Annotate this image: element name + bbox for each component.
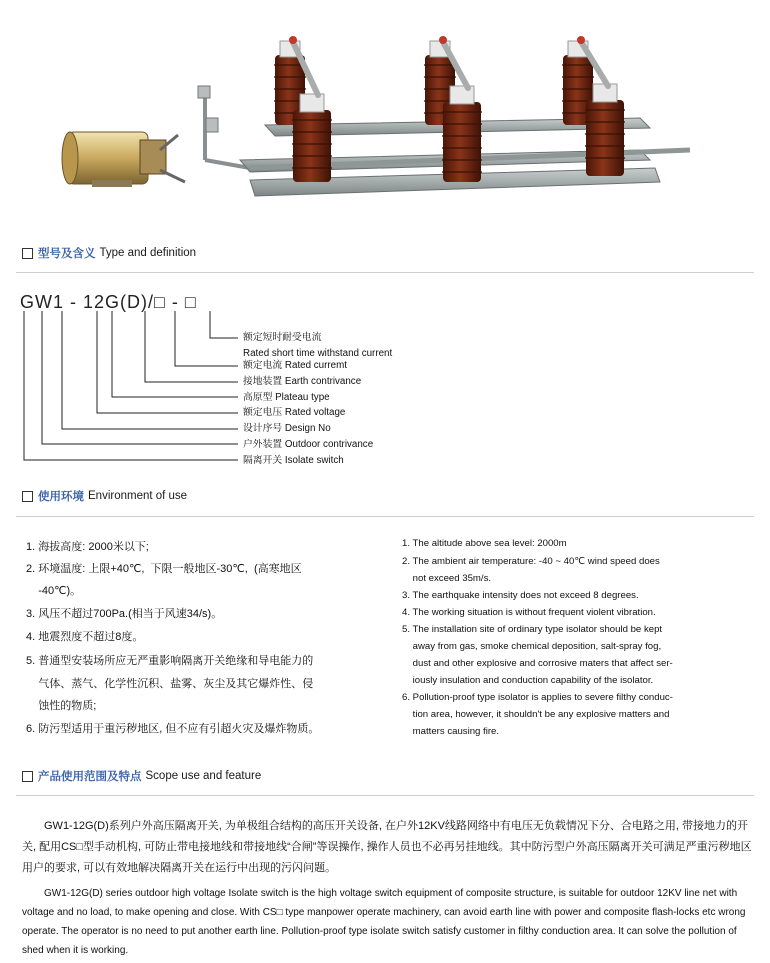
definition-isolate-switch xyxy=(243,456,344,466)
checkbox-square-icon xyxy=(22,248,33,259)
definition-short-time-current-en: Rated short time withstand current xyxy=(243,348,393,359)
env-en-line: not exceed 35m/s. xyxy=(402,573,492,584)
env-zh-line: -40℃)。 xyxy=(26,585,82,597)
env-en-line: matters causing fire. xyxy=(402,726,500,737)
section-type-definition-heading xyxy=(22,245,196,261)
env-en-line: 5. The installation site of ordinary type isolator should be kept xyxy=(402,624,663,635)
model-code-leader-lines xyxy=(0,305,250,470)
operating-mechanism xyxy=(62,132,185,187)
def-en: Rated curremt xyxy=(284,360,347,371)
definition-outdoor-contrivance xyxy=(243,440,373,450)
section-title-en: Type and definition xyxy=(99,247,197,259)
def-zh: 额定电流 xyxy=(243,360,283,371)
def-zh: 设计序号 xyxy=(243,423,283,434)
section-title-zh: 使用环境 xyxy=(38,491,84,503)
env-zh-line: 5. 普通型安装场所应无严重影响隔离开关绝缘和导电能力的 xyxy=(26,655,314,667)
env-zh-line: 1. 海拔高度: 2000米以下; xyxy=(26,541,149,553)
definition-rated-voltage xyxy=(243,408,345,418)
env-en-line: 3. The earthquake intensity does not exceed 8 degrees. xyxy=(402,590,639,601)
model-code: GW1 - 12G(D)/□ - □ xyxy=(20,292,197,312)
checkbox-square-icon xyxy=(22,771,33,782)
def-zh: 隔离开关 xyxy=(243,455,283,466)
def-en: Outdoor contrivance xyxy=(284,439,374,450)
def-en: Earth contrivance xyxy=(284,376,362,387)
def-zh: 高原型 xyxy=(243,392,273,403)
definition-earth-contrivance xyxy=(243,377,361,387)
divider xyxy=(16,795,754,796)
section-title-en: Environment of use xyxy=(88,490,188,502)
definition-rated-current xyxy=(243,361,347,371)
env-en-line: 2. The ambient air temperature: -40 ~ 40℃ wind speed does xyxy=(402,556,660,567)
def-en: Design No xyxy=(284,423,331,434)
env-zh-line: 4. 地震烈度不超过8度。 xyxy=(26,631,144,643)
def-zh: 户外装置 xyxy=(243,439,283,450)
env-en-line: tion area, however, it shouldn't be any explosive matters and xyxy=(402,709,670,720)
env-en-line: iously insulation and conduction capability of the isolator. xyxy=(402,675,654,686)
operating-shaft xyxy=(198,86,250,168)
section-title-zh: 型号及含义 xyxy=(38,248,96,260)
env-en-line: dust and other explosive and corrosive maters that affect ser- xyxy=(402,658,673,669)
definition-short-time-current-zh: 额定短时耐受电流 xyxy=(243,332,322,343)
def-en: Plateau type xyxy=(275,392,330,403)
env-zh-line: 3. 风压不超过700Pa.(相当于风速34/s)。 xyxy=(26,608,223,620)
section-title-zh: 产品使用范围及特点 xyxy=(38,771,142,783)
section-scope-heading xyxy=(22,768,261,784)
env-zh-line: 蚀性的物质; xyxy=(26,700,97,712)
def-en: Rated voltage xyxy=(284,407,346,418)
scope-paragraph-zh: GW1-12G(D)系列户外高压隔离开关, 为单极组合结构的高压开关设备, 在户外12KV线路网络中有电压无负载情况下分、合电路之用, 带接地力的开关, 配用CS□型手动机构, 可防止带电接地线和带接地线“合闸”等误操作, 操作人员也不必再另挂地线。其中防污型户外高压隔离开关可满足严重污秽地区用户的要求, 可以有效地解决隔离开关在运行中出现的污闪问题。 xyxy=(22,820,752,874)
env-zh-line: 6. 防污型适用于重污秽地区, 但不应有引超火灾及爆炸物质。 xyxy=(26,723,320,735)
section-environment-heading xyxy=(22,488,187,504)
definition-design-no xyxy=(243,424,331,434)
checkbox-square-icon xyxy=(22,491,33,502)
env-zh-line: 2. 环境温度: 上限+40℃, 下限一般地区-30℃, (高寒地区 xyxy=(26,563,302,575)
def-zh: 额定电压 xyxy=(243,407,283,418)
scope-paragraph-en: GW1-12G(D) series outdoor high voltage Isolate switch is the high voltage switch equipment of composite structure, is suitable for outdoor 12KV line net with voltage and no load, to make opening and close. With CS□ type manpower operate machinery, can avoid earth line with power and composite flash-locks etc wrong operate. The operator is no need to put another earth line. Pollution-proof type isolate switch satisfy customer in filthy conduction area. It can solve the pollution of shed when it is working. xyxy=(22,888,746,956)
definition-plateau-type xyxy=(243,393,330,403)
divider xyxy=(16,516,754,517)
env-en-line: away from gas, smoke chemical deposition, salt-spray fog, xyxy=(402,641,662,652)
env-zh-line: 气体、蒸气、化学性沉积、盐雾、灰尘及其它爆炸性、侵 xyxy=(26,678,314,690)
product-image xyxy=(0,0,770,235)
env-en-line: 4. The working situation is without frequent violent vibration. xyxy=(402,607,656,618)
divider xyxy=(16,272,754,273)
def-zh: 接地装置 xyxy=(243,376,283,387)
env-en-line: 6. Pollution-proof type isolator is applies to severe filthy conduc- xyxy=(402,692,673,703)
env-en-line: 1. The altitude above sea level: 2000m xyxy=(402,538,567,549)
def-en: Isolate switch xyxy=(284,455,344,466)
section-title-en: Scope use and feature xyxy=(145,770,262,782)
